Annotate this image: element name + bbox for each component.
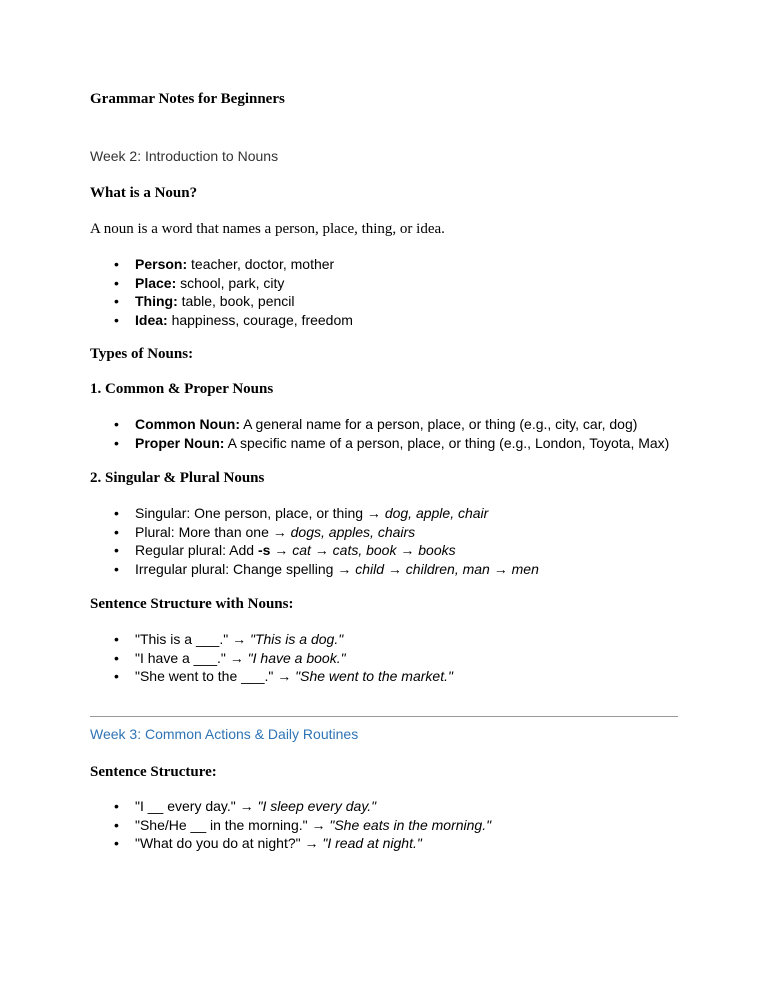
common-proper-list — [114, 415, 669, 452]
list-item — [114, 292, 353, 311]
rule-text: Plural: More than one → — [135, 523, 291, 540]
pattern-example: "I have a book." — [247, 649, 346, 666]
pattern-example: "She eats in the morning." — [329, 816, 492, 833]
bullet: • — [114, 649, 119, 666]
pattern-example: "I sleep every day." — [257, 798, 377, 814]
pattern-text: "This is a ___." → — [135, 631, 250, 647]
example-label: Thing: — [135, 293, 178, 310]
document-title: Grammar Notes for Beginners — [90, 91, 285, 107]
example-text: happiness, courage, freedom — [167, 311, 353, 328]
bullet: • — [114, 274, 119, 291]
list-item — [114, 523, 539, 542]
rule-example: dog, apple, chair — [384, 505, 489, 521]
example-text: school, park, city — [176, 274, 285, 291]
pattern-text: "What do you do at night?" → — [135, 835, 323, 852]
bullet: • — [114, 835, 119, 852]
bullet: • — [114, 416, 119, 432]
bullet: • — [114, 560, 119, 577]
bullet: • — [114, 631, 119, 647]
bullet: • — [114, 668, 119, 685]
what-is-noun-heading: What is a Noun? — [90, 185, 198, 201]
pattern-text: "She went to the ___." → — [135, 668, 296, 685]
pattern-text: "I have a ___." → — [135, 649, 248, 666]
sentence-structure-nouns-heading: Sentence Structure with Nouns: — [90, 596, 294, 612]
bullet: • — [114, 542, 119, 559]
singular-plural-list — [114, 504, 539, 578]
rule-example: child → children, man → men — [355, 560, 539, 577]
rule-example: cat → cats, book → books — [292, 542, 456, 559]
bullet: • — [114, 798, 119, 814]
example-text: teacher, doctor, mother — [187, 256, 335, 272]
list-item — [114, 504, 539, 523]
rule-text: Regular plural: Add — [135, 542, 258, 559]
list-item — [114, 649, 453, 668]
pattern-text: "She/He __ in the morning." → — [135, 816, 330, 833]
pattern-example: "This is a dog." — [249, 631, 344, 647]
list-item — [114, 834, 491, 853]
section-divider — [90, 716, 678, 717]
example-label: Person: — [135, 256, 188, 272]
bullet: • — [114, 434, 119, 451]
sentence-structure-heading: Sentence Structure: — [90, 764, 217, 780]
list-item — [114, 311, 353, 330]
list-item — [114, 434, 669, 453]
pattern-text: "I __ every day." → — [135, 798, 258, 814]
bullet: • — [114, 816, 119, 833]
noun-examples-list — [114, 255, 353, 329]
list-item — [114, 274, 353, 293]
example-label: Place: — [135, 274, 177, 291]
list-item — [114, 667, 453, 686]
bullet: • — [114, 311, 119, 328]
noun-structures-list — [114, 630, 453, 686]
term-label: Proper Noun: — [135, 434, 225, 451]
week2-heading: Week 2: Introduction to Nouns — [90, 148, 279, 164]
example-label: Idea: — [135, 311, 168, 328]
list-item — [114, 541, 539, 560]
common-proper-heading: 1. Common & Proper Nouns — [90, 381, 274, 397]
pattern-example: "She went to the market." — [295, 668, 453, 685]
rule-text: Irregular plural: Change spelling → — [135, 560, 356, 577]
example-text: table, book, pencil — [177, 293, 295, 310]
term-text: A specific name of a person, place, or thing (e.g., London, Toyota, Max) — [224, 434, 670, 451]
bullet: • — [114, 293, 119, 310]
singular-plural-heading: 2. Singular & Plural Nouns — [90, 470, 265, 486]
bullet: • — [114, 523, 119, 540]
noun-definition: A noun is a word that names a person, place, thing, or idea. — [90, 221, 445, 237]
arrow: → — [270, 542, 293, 559]
list-item — [114, 255, 353, 274]
list-item — [114, 816, 491, 835]
bullet: • — [114, 505, 119, 521]
term-text: A general name for a person, place, or thing (e.g., city, car, dog) — [239, 416, 638, 432]
term-label: Common Noun: — [135, 416, 240, 432]
types-of-nouns-heading: Types of Nouns: — [90, 346, 194, 362]
rule-example: dogs, apples, chairs — [290, 523, 416, 540]
pattern-example: "I read at night." — [322, 835, 422, 852]
list-item — [114, 797, 491, 816]
week3-heading: Week 3: Common Actions & Daily Routines — [90, 726, 359, 742]
suffix: -s — [257, 542, 271, 559]
list-item — [114, 415, 669, 434]
rule-text: Singular: One person, place, or thing → — [135, 505, 385, 521]
list-item — [114, 560, 539, 579]
list-item — [114, 630, 453, 649]
routine-structures-list — [114, 797, 491, 853]
bullet: • — [114, 256, 119, 272]
